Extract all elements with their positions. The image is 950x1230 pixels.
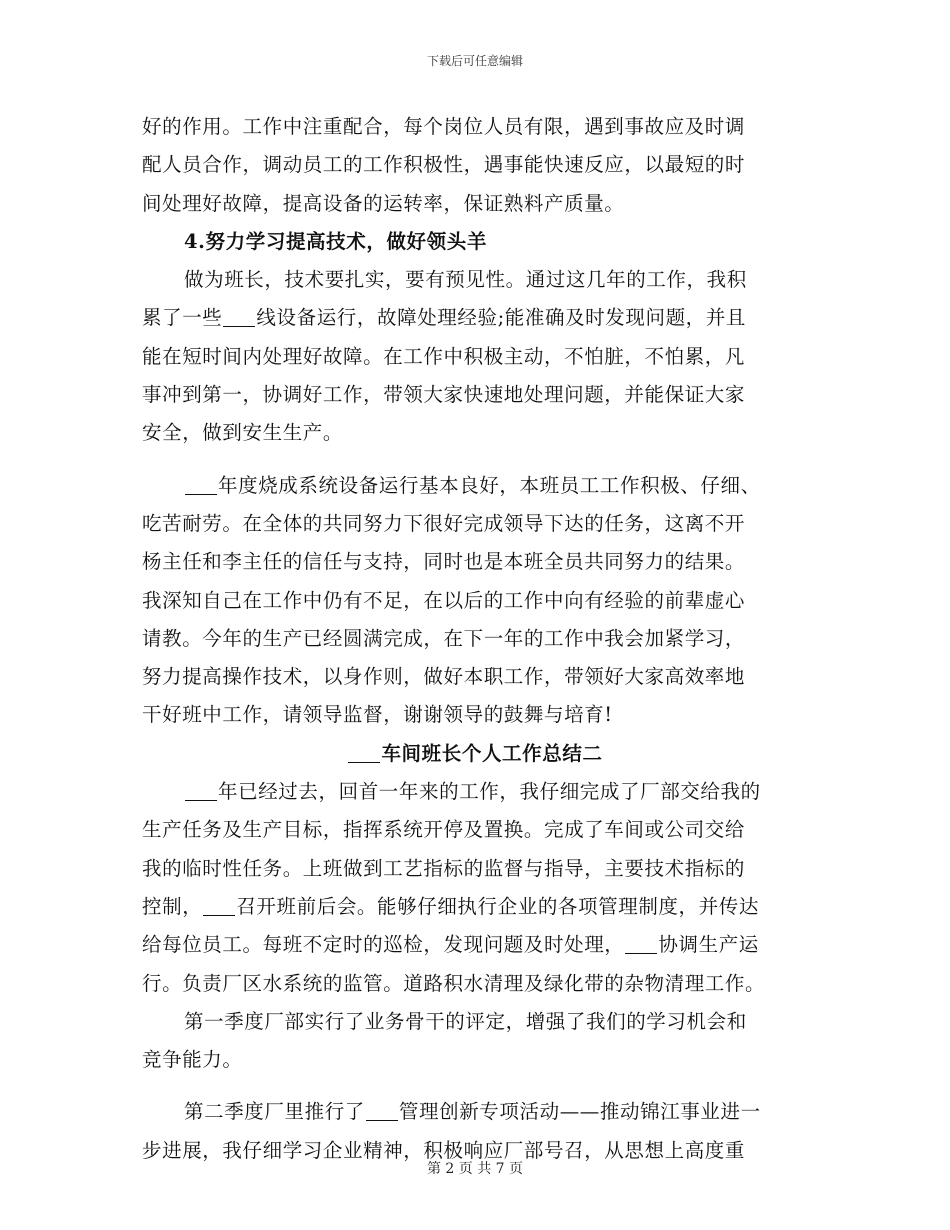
paragraph-line: 好的作用。工作中注重配合，每个岗位人员有限，遇到事故应及时调 <box>142 115 746 138</box>
section-title <box>142 735 808 773</box>
text-segment: 线设备运行，故障处理经验;能准确及时发现问题，并且 <box>256 306 746 330</box>
paragraph-line: 生产任务及生产目标，指挥系统开停及置换。完成了车间或公司交给 <box>142 818 746 842</box>
fill-in-blank <box>348 742 380 763</box>
document-body <box>142 108 808 1170</box>
paragraph-line: 竞争能力。 <box>142 1048 243 1072</box>
text-segment: 控制， <box>142 894 203 918</box>
paragraph-line: 杨主任和李主任的信任与支持，同时也是本班全员共同努力的结果。 <box>142 550 746 574</box>
fill-in-blank <box>185 474 217 495</box>
paragraph-line: 能在短时间内处理好故障。在工作中积极主动，不怕脏，不怕累，凡 <box>142 344 746 368</box>
fill-in-blank <box>625 933 657 954</box>
paragraph-line <box>142 773 808 811</box>
paragraph-line: 安全，做到安生生产。 <box>142 421 344 445</box>
paragraph-line <box>142 926 808 964</box>
paragraph-line: 做为班长，技术要扎实，要有预见性。通过这几年的工作，我积 <box>184 268 747 292</box>
fill-in-blank <box>203 895 235 916</box>
paragraph-spacer <box>142 1079 808 1093</box>
paragraph-line: 干好班中工作，请领导监督，谢谢领导的鼓舞与培育! <box>142 703 613 727</box>
subheading: 4.努力学习提高技术，做好领头羊 <box>184 229 487 253</box>
text-segment: 累了一些 <box>142 306 223 330</box>
paragraph-line: 配人员合作，调动员工的工作积极性，遇事能快速反应，以最短的时 <box>142 153 746 177</box>
paragraph-line: 行。负责厂区水系统的监管。道路积水清理及绿化带的杂物清理工作。 <box>142 971 766 995</box>
text-segment: 给每位员工。每班不定时的巡检，发现问题及时处理， <box>142 933 625 957</box>
text-segment: 召开班前后会。能够仔细执行企业的各项管理制度，并传达 <box>236 894 759 918</box>
paragraph-line: 吃苦耐劳。在全体的共同努力下很好完成领导下达的任务，这离不开 <box>142 511 746 535</box>
paragraph-line: 步进展，我仔细学习企业精神，积极响应厂部号召，从思想上高度重 <box>142 1138 746 1162</box>
text-segment: 年已经过去，回首一年来的工作，我仔细完成了厂部交给我的 <box>218 780 761 804</box>
text-segment: 协调生产运 <box>658 933 759 957</box>
paragraph-line: 事冲到第一，协调好工作，带领大家快速地处理问题，并能保证大家 <box>142 383 746 407</box>
paragraph-line: 努力提高操作技术，以身作则，做好本职工作，带领好大家高效率地 <box>142 665 746 689</box>
text-segment: 第二季度厂里推行了 <box>184 1100 365 1124</box>
section-title-text: 车间班长个人工作总结二 <box>381 741 603 765</box>
text-segment: 管理创新专项活动——推动锦江事业进一 <box>398 1100 761 1124</box>
paragraph-line: 我深知自己在工作中仍有不足，在以后的工作中向有经验的前辈虚心 <box>142 588 746 612</box>
text-segment: 年度烧成系统设备运行基本良好，本班员工工作积极、仔细、 <box>218 473 761 497</box>
paragraph-line: 我的临时性任务。上班做到工艺指标的监督与指导，主要技术指标的 <box>142 856 746 880</box>
paragraph-line <box>142 888 808 926</box>
paragraph-line: 间处理好故障，提高设备的运转率，保证熟料产质量。 <box>142 191 625 215</box>
header-note: 下载后可任意编辑 <box>426 54 523 68</box>
paragraph-spacer <box>142 453 808 467</box>
paragraph-line <box>142 299 808 337</box>
fill-in-blank <box>366 1100 398 1121</box>
paragraph-line <box>142 467 808 505</box>
fill-in-blank <box>223 306 255 327</box>
paragraph-line: 第一季度厂部实行了业务骨干的评定，增强了我们的学习机会和 <box>184 1009 747 1033</box>
fill-in-blank <box>185 780 217 801</box>
paragraph-line: 请教。今年的生产已经圆满完成，在下一年的工作中我会加紧学习， <box>142 626 746 650</box>
page-number: 第 2 页 共 7 页 <box>426 1161 524 1177</box>
paragraph-line <box>142 1093 808 1131</box>
